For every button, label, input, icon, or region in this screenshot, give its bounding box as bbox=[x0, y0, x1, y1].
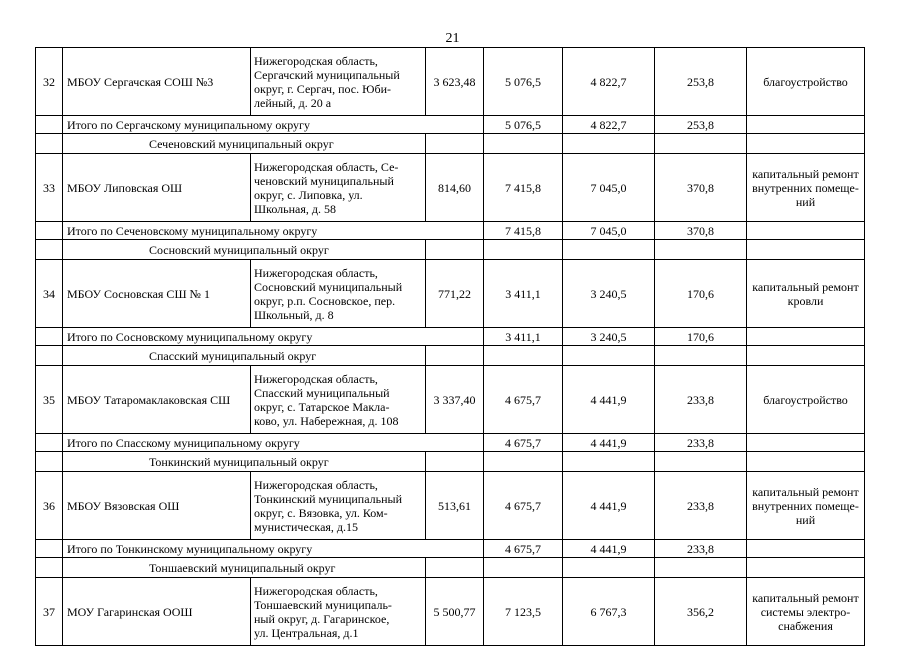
subtotal-row bbox=[36, 434, 865, 452]
empty-cell bbox=[747, 452, 865, 472]
address-line: ный округ, д. Гагаринское, bbox=[254, 611, 390, 626]
address-line: округ, г. Сергач, пос. Юби- bbox=[254, 81, 391, 96]
total-value: 4 675,7 bbox=[484, 366, 563, 434]
work-line: капитальный ремонт bbox=[752, 484, 859, 499]
subtotal-total: 5 076,5 bbox=[484, 116, 563, 134]
empty-cell bbox=[484, 240, 563, 260]
row-number: 36 bbox=[36, 472, 63, 540]
subtotal-label: Итого по Тонкинскому муниципальному округу bbox=[63, 540, 484, 558]
subtotal-total: 3 411,1 bbox=[484, 328, 563, 346]
subtotal-regional: 4 441,9 bbox=[563, 434, 655, 452]
subtotal-regional: 4 822,7 bbox=[563, 116, 655, 134]
subtotal-label: Итого по Сеченовскому муниципальному округу bbox=[63, 222, 484, 240]
area-value: 771,22 bbox=[426, 260, 484, 328]
empty-cell bbox=[563, 134, 655, 154]
empty-cell bbox=[484, 452, 563, 472]
district-label: Тоншаевский муниципальный округ bbox=[63, 558, 426, 578]
school-address bbox=[251, 578, 426, 646]
work-line: внутренних помеще- bbox=[752, 180, 859, 195]
work-line: капитальный ремонт bbox=[752, 166, 859, 181]
address-line: округ, с. Татарское Макла- bbox=[254, 399, 390, 414]
work-type bbox=[747, 154, 865, 222]
empty-cell bbox=[747, 540, 865, 558]
empty-cell bbox=[655, 134, 747, 154]
address-line: округ, р.п. Сосновское, пер. bbox=[254, 293, 396, 308]
empty-cell bbox=[426, 558, 484, 578]
school-row bbox=[36, 366, 865, 434]
subtotal-empty-cell bbox=[36, 116, 63, 134]
work-line: ний bbox=[795, 512, 816, 527]
address-line: Нижегородская область, bbox=[254, 371, 378, 386]
local-value: 233,8 bbox=[655, 366, 747, 434]
regional-value: 4 822,7 bbox=[563, 48, 655, 116]
district-row bbox=[36, 452, 865, 472]
subtotal-empty-cell bbox=[36, 434, 63, 452]
empty-cell bbox=[655, 346, 747, 366]
address-line: Нижегородская область, Се- bbox=[254, 159, 399, 174]
school-name: МОУ Гагаринская ООШ bbox=[63, 578, 251, 646]
local-value: 233,8 bbox=[655, 472, 747, 540]
subtotal-total: 4 675,7 bbox=[484, 540, 563, 558]
address-line: Нижегородская область, bbox=[254, 583, 378, 598]
row-number: 34 bbox=[36, 260, 63, 328]
work-line: системы электро- bbox=[760, 604, 851, 619]
address-line: ул. Центральная, д.1 bbox=[254, 625, 359, 640]
row-number: 37 bbox=[36, 578, 63, 646]
empty-cell bbox=[747, 346, 865, 366]
empty-cell bbox=[484, 558, 563, 578]
school-row bbox=[36, 48, 865, 116]
empty-cell bbox=[563, 346, 655, 366]
empty-cell bbox=[426, 134, 484, 154]
work-line: благоустройство bbox=[763, 392, 848, 407]
address-line: мунистическая, д.15 bbox=[254, 519, 359, 534]
regional-value: 4 441,9 bbox=[563, 472, 655, 540]
address-line: Нижегородская область, bbox=[254, 477, 378, 492]
total-value: 5 076,5 bbox=[484, 48, 563, 116]
work-type bbox=[747, 366, 865, 434]
subtotal-empty-cell bbox=[36, 328, 63, 346]
school-address bbox=[251, 472, 426, 540]
work-line: внутренних помеще- bbox=[752, 498, 859, 513]
address-line: Школьный, д. 8 bbox=[254, 307, 334, 322]
work-type bbox=[747, 578, 865, 646]
subtotal-label: Итого по Спасскому муниципальному округу bbox=[63, 434, 484, 452]
address-line: Спасский муниципальный bbox=[254, 385, 390, 400]
address-line: Тоншаевский муниципаль- bbox=[254, 597, 392, 612]
schools-table bbox=[35, 47, 865, 646]
district-row bbox=[36, 558, 865, 578]
address-line: Сергачский муниципальный bbox=[254, 67, 400, 82]
empty-cell bbox=[655, 240, 747, 260]
subtotal-local: 253,8 bbox=[655, 116, 747, 134]
empty-cell bbox=[484, 134, 563, 154]
school-row bbox=[36, 578, 865, 646]
address-line: округ, с. Липовка, ул. bbox=[254, 187, 363, 202]
address-line: ково, ул. Набережная, д. 108 bbox=[254, 413, 399, 428]
row-number: 33 bbox=[36, 154, 63, 222]
empty-cell bbox=[484, 346, 563, 366]
local-value: 170,6 bbox=[655, 260, 747, 328]
regional-value: 7 045,0 bbox=[563, 154, 655, 222]
regional-value: 6 767,3 bbox=[563, 578, 655, 646]
school-address bbox=[251, 48, 426, 116]
district-label: Тонкинский муниципальный округ bbox=[63, 452, 426, 472]
school-row bbox=[36, 154, 865, 222]
subtotal-row bbox=[36, 540, 865, 558]
local-value: 370,8 bbox=[655, 154, 747, 222]
district-label: Спасский муниципальный округ bbox=[63, 346, 426, 366]
subtotal-regional: 7 045,0 bbox=[563, 222, 655, 240]
district-empty-cell bbox=[36, 346, 63, 366]
district-label: Сосновский муниципальный округ bbox=[63, 240, 426, 260]
subtotal-local: 170,6 bbox=[655, 328, 747, 346]
subtotal-total: 4 675,7 bbox=[484, 434, 563, 452]
empty-cell bbox=[655, 558, 747, 578]
district-empty-cell bbox=[36, 134, 63, 154]
subtotal-local: 233,8 bbox=[655, 540, 747, 558]
empty-cell bbox=[563, 240, 655, 260]
school-address bbox=[251, 260, 426, 328]
subtotal-local: 233,8 bbox=[655, 434, 747, 452]
empty-cell bbox=[563, 452, 655, 472]
total-value: 3 411,1 bbox=[484, 260, 563, 328]
empty-cell bbox=[747, 328, 865, 346]
address-line: лейный, д. 20 а bbox=[254, 95, 332, 110]
subtotal-row bbox=[36, 222, 865, 240]
school-name: МБОУ Татаромаклаковская СШ bbox=[63, 366, 251, 434]
area-value: 5 500,77 bbox=[426, 578, 484, 646]
district-label: Сеченовский муниципальный округ bbox=[63, 134, 426, 154]
subtotal-regional: 4 441,9 bbox=[563, 540, 655, 558]
subtotal-row bbox=[36, 328, 865, 346]
area-value: 3 337,40 bbox=[426, 366, 484, 434]
work-line: капитальный ремонт bbox=[752, 279, 859, 294]
area-value: 3 623,48 bbox=[426, 48, 484, 116]
district-empty-cell bbox=[36, 452, 63, 472]
empty-cell bbox=[426, 346, 484, 366]
school-name: МБОУ Сосновская СШ № 1 bbox=[63, 260, 251, 328]
address-line: округ, с. Вязовка, ул. Ком- bbox=[254, 505, 388, 520]
work-line: ний bbox=[795, 194, 816, 209]
local-value: 356,2 bbox=[655, 578, 747, 646]
subtotal-total: 7 415,8 bbox=[484, 222, 563, 240]
address-line: Тонкинский муниципальный bbox=[254, 491, 403, 506]
subtotal-local: 370,8 bbox=[655, 222, 747, 240]
district-row bbox=[36, 134, 865, 154]
district-row bbox=[36, 346, 865, 366]
address-line: Сосновский муниципальный bbox=[254, 279, 403, 294]
work-line: капитальный ремонт bbox=[752, 590, 859, 605]
subtotal-empty-cell bbox=[36, 540, 63, 558]
empty-cell bbox=[655, 452, 747, 472]
school-address bbox=[251, 366, 426, 434]
work-type bbox=[747, 48, 865, 116]
work-line: снабжения bbox=[778, 618, 833, 633]
subtotal-regional: 3 240,5 bbox=[563, 328, 655, 346]
local-value: 253,8 bbox=[655, 48, 747, 116]
district-empty-cell bbox=[36, 558, 63, 578]
school-name: МБОУ Вязовская ОШ bbox=[63, 472, 251, 540]
work-line: кровли bbox=[787, 293, 824, 308]
subtotal-label: Итого по Сосновскому муниципальному округу bbox=[63, 328, 484, 346]
regional-value: 4 441,9 bbox=[563, 366, 655, 434]
empty-cell bbox=[747, 558, 865, 578]
row-number: 32 bbox=[36, 48, 63, 116]
school-row bbox=[36, 260, 865, 328]
empty-cell bbox=[747, 134, 865, 154]
empty-cell bbox=[747, 434, 865, 452]
empty-cell bbox=[747, 240, 865, 260]
page-number: 21 bbox=[445, 31, 460, 46]
work-type bbox=[747, 260, 865, 328]
subtotal-empty-cell bbox=[36, 222, 63, 240]
row-number: 35 bbox=[36, 366, 63, 434]
total-value: 4 675,7 bbox=[484, 472, 563, 540]
empty-cell bbox=[563, 558, 655, 578]
total-value: 7 415,8 bbox=[484, 154, 563, 222]
empty-cell bbox=[426, 452, 484, 472]
empty-cell bbox=[747, 116, 865, 134]
address-line: Нижегородская область, bbox=[254, 265, 378, 280]
address-line: Школьная, д. 58 bbox=[254, 201, 337, 216]
subtotal-row bbox=[36, 116, 865, 134]
empty-cell bbox=[747, 222, 865, 240]
school-name: МБОУ Сергачская СОШ №3 bbox=[63, 48, 251, 116]
area-value: 814,60 bbox=[426, 154, 484, 222]
regional-value: 3 240,5 bbox=[563, 260, 655, 328]
address-line: ченовский муниципальный bbox=[254, 173, 394, 188]
district-empty-cell bbox=[36, 240, 63, 260]
district-row bbox=[36, 240, 865, 260]
address-line: Нижегородская область, bbox=[254, 53, 378, 68]
area-value: 513,61 bbox=[426, 472, 484, 540]
school-name: МБОУ Липовская ОШ bbox=[63, 154, 251, 222]
work-line: благоустройство bbox=[763, 74, 848, 89]
school-row bbox=[36, 472, 865, 540]
total-value: 7 123,5 bbox=[484, 578, 563, 646]
work-type bbox=[747, 472, 865, 540]
subtotal-label: Итого по Сергачскому муниципальному округу bbox=[63, 116, 484, 134]
school-address bbox=[251, 154, 426, 222]
empty-cell bbox=[426, 240, 484, 260]
